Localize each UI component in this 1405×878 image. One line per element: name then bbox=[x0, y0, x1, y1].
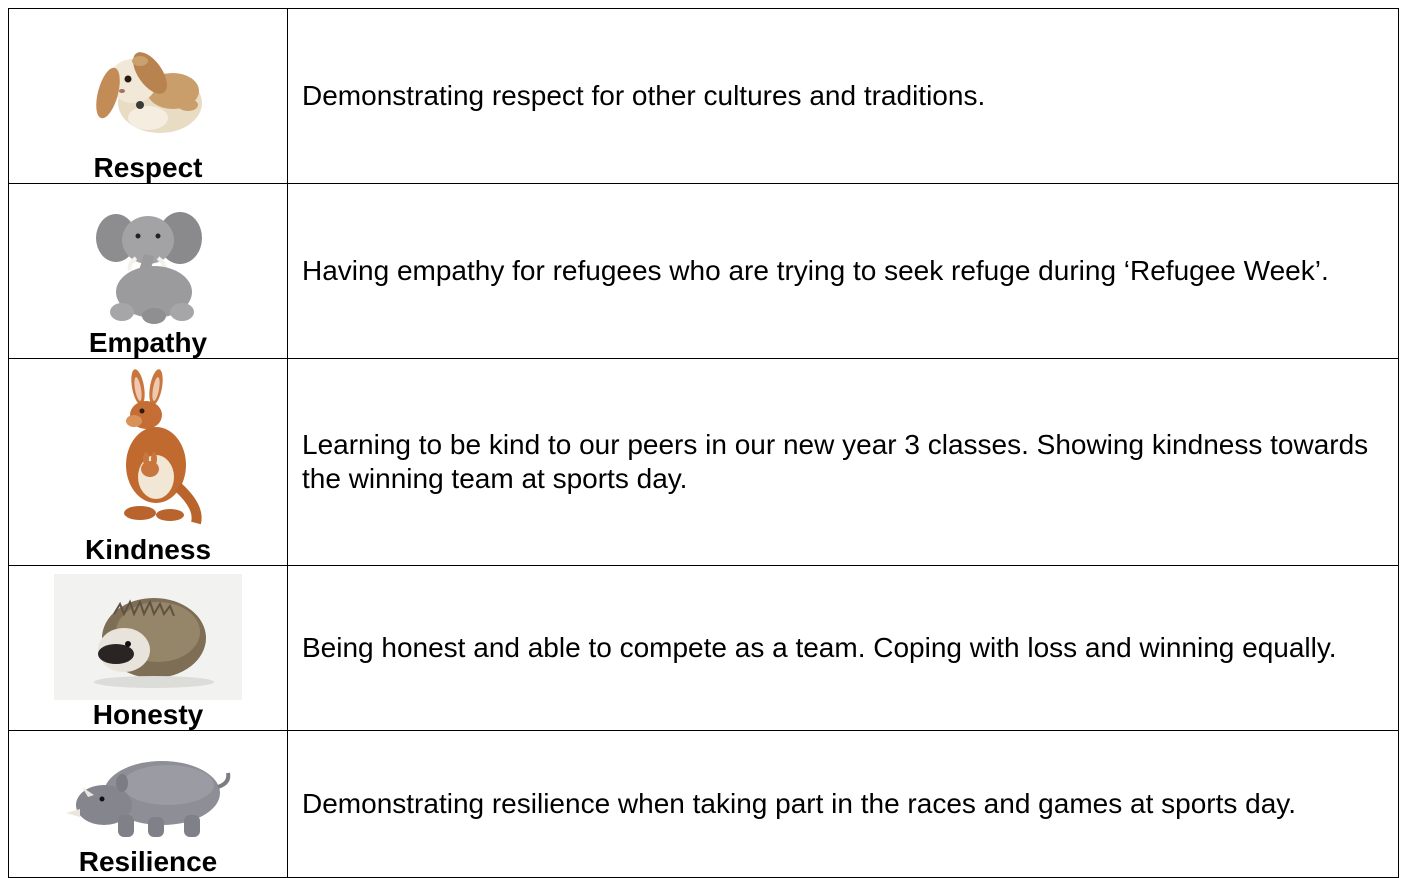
hedgehog-plush-icon bbox=[54, 574, 242, 700]
description-cell: Demonstrating respect for other cultures and traditions. bbox=[288, 9, 1399, 184]
elephant-plush-icon bbox=[78, 200, 218, 328]
description-cell: Learning to be kind to our peers in our new year 3 classes. Showing kindness towards the winning team at sports day. bbox=[288, 359, 1399, 566]
rhino-plush-icon bbox=[58, 747, 238, 847]
description-cell: Being honest and able to compete as a team. Coping with loss and winning equally. bbox=[288, 566, 1399, 731]
kangaroo-plush-icon bbox=[78, 367, 218, 535]
value-cell bbox=[9, 184, 288, 359]
value-name: Respect bbox=[93, 152, 203, 183]
table-row bbox=[9, 184, 1399, 359]
value-name: Kindness bbox=[84, 534, 212, 565]
value-cell bbox=[9, 731, 288, 878]
value-name: Empathy bbox=[88, 327, 208, 358]
table-row bbox=[9, 566, 1399, 731]
value-name: Resilience bbox=[78, 846, 218, 877]
values-table bbox=[8, 8, 1399, 878]
value-name: Honesty bbox=[92, 699, 204, 730]
description-cell: Having empathy for refugees who are trying to seek refuge during ‘Refugee Week’. bbox=[288, 184, 1399, 359]
table-row bbox=[9, 9, 1399, 184]
value-cell bbox=[9, 9, 288, 184]
value-cell bbox=[9, 359, 288, 566]
lop-eared-rabbit-plush-icon bbox=[78, 33, 218, 153]
value-cell bbox=[9, 566, 288, 731]
description-cell: Demonstrating resilience when taking part in the races and games at sports day. bbox=[288, 731, 1399, 878]
table-row bbox=[9, 359, 1399, 566]
table-row bbox=[9, 731, 1399, 878]
